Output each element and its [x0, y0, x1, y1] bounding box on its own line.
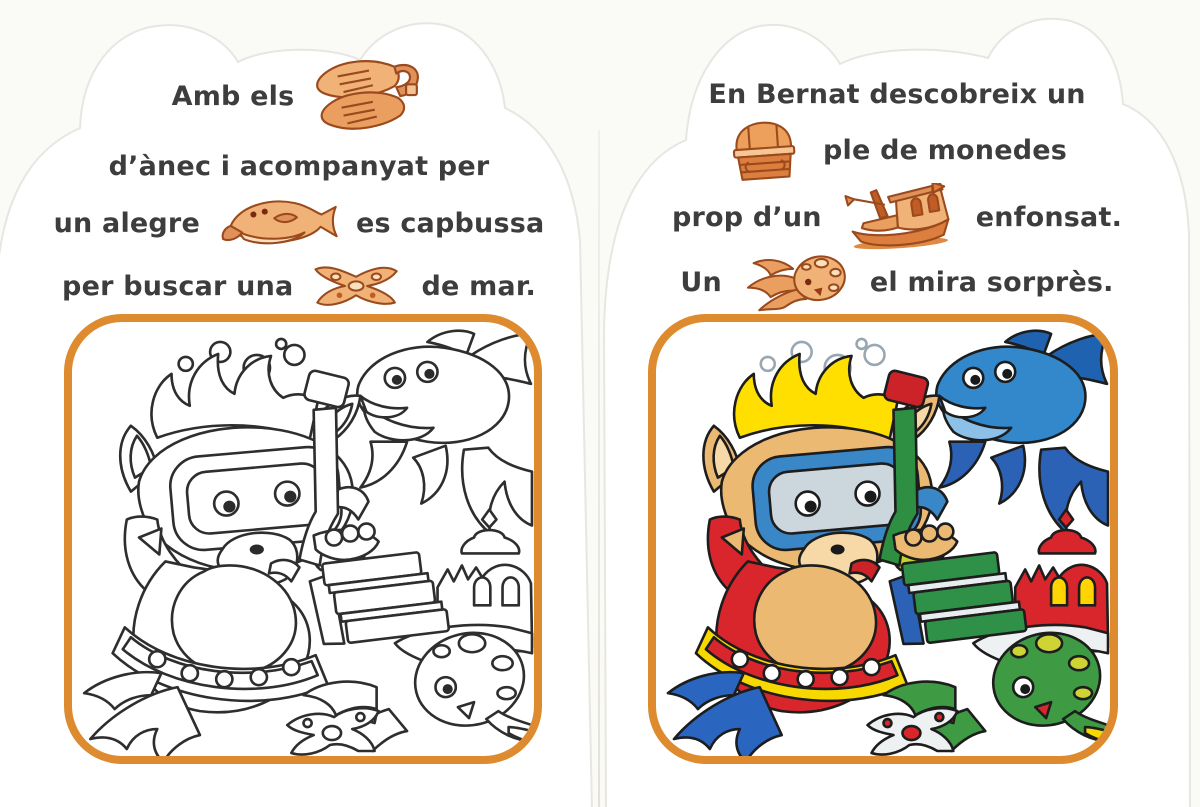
story-text: Amb els — [171, 80, 295, 112]
story-text: per buscar una — [62, 270, 294, 302]
story-text: de mar. — [421, 270, 536, 302]
story-text: ple de monedes — [822, 134, 1068, 166]
octopus-icon — [740, 250, 852, 314]
story-text: Un — [680, 266, 722, 298]
story-line — [0, 50, 598, 142]
page-gutter — [598, 130, 600, 807]
story-text: d’ànec i acompanyat per — [108, 150, 490, 182]
swim-fins-icon — [308, 53, 426, 139]
story-line — [0, 142, 598, 190]
sunken-ship-icon — [836, 183, 962, 251]
left-illustration-frame — [64, 314, 542, 764]
starfish-icon — [307, 262, 407, 310]
story-text: enfonsat. — [975, 201, 1123, 233]
story-line — [602, 250, 1192, 314]
story-line — [602, 72, 1192, 116]
story-line — [602, 184, 1192, 250]
story-line — [602, 116, 1192, 184]
story-text: En Bernat descobreix un — [708, 78, 1086, 110]
story-line — [0, 256, 598, 316]
dolphin-icon — [214, 188, 342, 258]
story-text: un alegre — [53, 207, 200, 239]
treasure-chest-icon — [727, 118, 801, 182]
story-text: prop d’un — [671, 201, 822, 233]
coloring-outline-illustration — [72, 322, 534, 756]
right-illustration-frame — [648, 314, 1118, 764]
story-line — [0, 190, 598, 256]
right-page-story — [602, 72, 1192, 314]
left-page-story — [0, 50, 598, 316]
story-text: es capbussa — [355, 207, 545, 239]
story-text: el mira sorprès. — [869, 266, 1114, 298]
colored-illustration — [656, 322, 1110, 756]
